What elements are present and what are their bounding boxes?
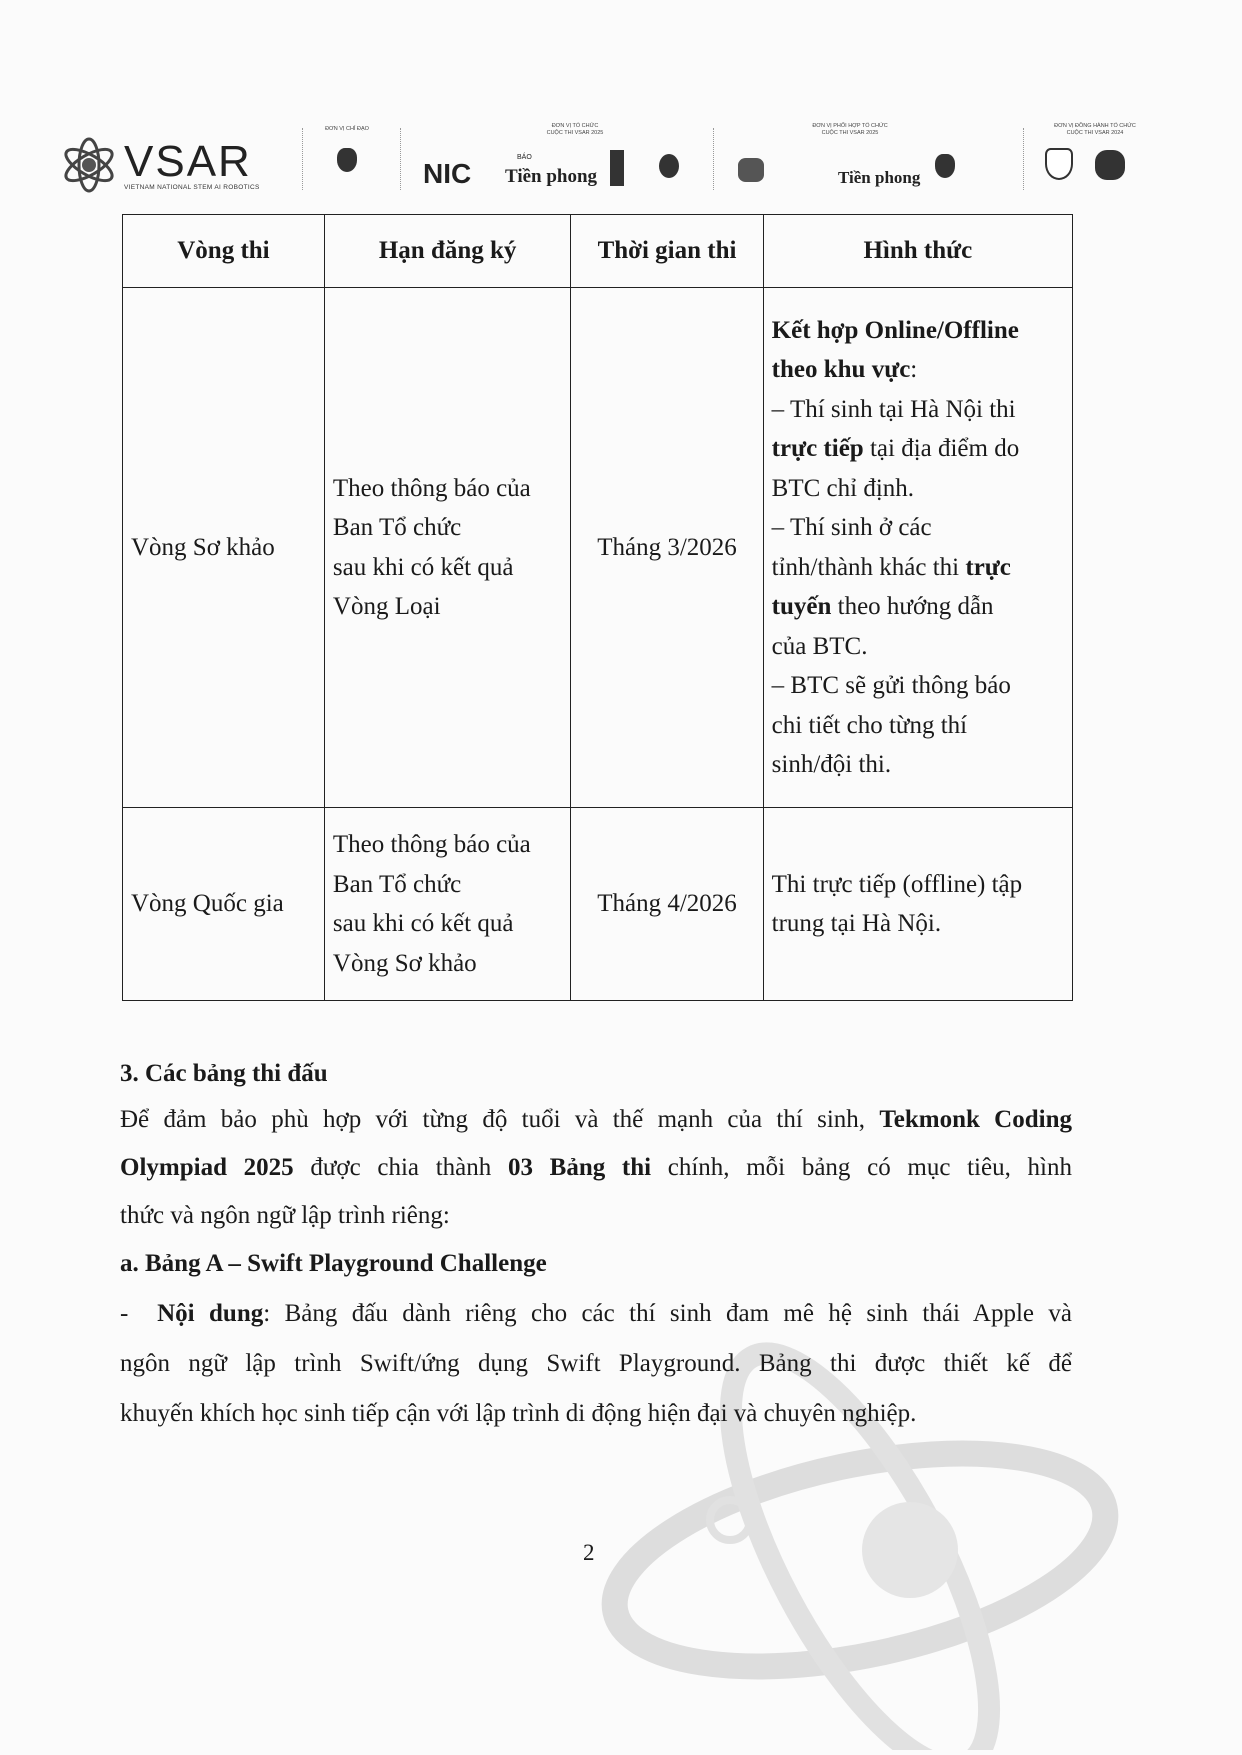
page-number: 2 — [583, 1540, 595, 1565]
cell-line: Theo thông báo của — [332, 831, 531, 858]
text: được chia thành — [293, 1154, 508, 1181]
tienphong-logo: Tiền phong — [505, 166, 598, 187]
cell-line: Ban Tổ chức — [332, 514, 462, 541]
youth-emblem-icon — [935, 154, 955, 178]
format-heading-line2 — [772, 350, 1064, 390]
cell-line: sau khi có kết quả — [332, 553, 514, 581]
cell-line: BTC chỉ định. — [771, 474, 915, 502]
table-row — [123, 808, 1073, 1001]
cell-line: – Thí sinh tại Hà Nội thi — [771, 395, 1016, 423]
cell-line: của BTC. — [771, 632, 868, 660]
bold-text: tuyến — [771, 593, 832, 620]
colon: : — [910, 356, 918, 383]
divider — [400, 128, 401, 190]
cell-line: Ban Tổ chức — [332, 870, 462, 898]
format-cell — [763, 288, 1072, 808]
cell-line — [772, 429, 1064, 469]
vsar-tagline: VIETNAM NATIONAL STEM AI ROBOTICS — [124, 183, 260, 191]
atom-icon — [60, 136, 118, 194]
robot-mascot-icon — [1095, 150, 1125, 180]
group-title-line: CUỘC THI VSAR 2025 — [821, 130, 879, 136]
time-cell: Tháng 4/2026 — [571, 808, 763, 1001]
column-header: Hạn đăng ký — [324, 215, 570, 288]
cell-line: sinh/đội thi. — [771, 751, 892, 778]
deadline-cell — [324, 808, 570, 1001]
cell-line: Vòng Sơ khảo — [332, 949, 477, 977]
column-header: Hình thức — [763, 215, 1072, 288]
bullet-dash: - — [120, 1300, 129, 1327]
text: : Bảng đấu dành riêng cho các thí sinh đam mê hệ sinh thái Apple và — [263, 1300, 1073, 1327]
column-header: Thời gian thi — [571, 215, 763, 288]
group-title-line: ĐƠN VỊ ĐỒNG HÀNH TỔ CHỨC — [1054, 123, 1136, 129]
table-row — [123, 288, 1073, 808]
section-heading: 3. Các bảng thi đấu — [120, 1060, 328, 1087]
round-cell: Vòng Quốc gia — [123, 808, 325, 1001]
cell-line: Theo thông báo của — [332, 474, 531, 502]
round-cell: Vòng Sơ khảo — [123, 288, 325, 808]
deadline-cell — [324, 288, 570, 808]
bold-text: trực tiếp — [771, 435, 864, 462]
ministry-seal-icon — [659, 154, 679, 178]
group-title-line: CUỘC THI VSAR 2025 — [546, 130, 604, 136]
shield-logo-icon — [1045, 148, 1073, 180]
nic-logo: NIC — [423, 158, 472, 189]
time-cell: Tháng 3/2026 — [571, 288, 763, 808]
cell-line: trung tại Hà Nội. — [771, 910, 942, 937]
cell-line: – BTC sẽ gửi thông báo — [771, 672, 1011, 699]
paragraph-line: khuyến khích học sinh tiếp cận với lập trình di động hiện đại và chuyên nghiệp. — [120, 1400, 917, 1427]
text: tại địa điểm do — [863, 435, 1020, 462]
paragraph-line — [120, 1144, 1072, 1192]
vsar-logo — [60, 136, 260, 194]
paragraph-line — [120, 1096, 1072, 1144]
column-header: Vòng thi — [123, 215, 325, 288]
format-heading: theo khu vực — [771, 356, 911, 383]
cell-line: chi tiết cho từng thí — [771, 711, 968, 739]
text: Để đảm bảo phù hợp với từng độ tuổi và thế mạnh của thí sinh, — [120, 1106, 880, 1133]
group-title-phoi-hop — [785, 123, 915, 137]
group-title-line: CUỘC THI VSAR 2024 — [1066, 130, 1124, 136]
book-logo-icon — [610, 150, 624, 186]
text: theo hướng dẫn — [831, 593, 994, 620]
divider — [713, 128, 714, 190]
paragraph-line: thức và ngôn ngữ lập trình riêng: — [120, 1202, 450, 1229]
group-title-line: ĐƠN VỊ PHỐI HỢP TỔ CHỨC — [812, 123, 888, 129]
divider — [1023, 128, 1024, 190]
cell-line: sau khi có kết quả — [332, 910, 514, 937]
bold-text: Nội dung — [157, 1300, 264, 1327]
doan-emblem-icon — [337, 148, 357, 172]
format-heading: Kết hợp Online/Offline — [771, 316, 1019, 344]
tienphong-logo-2: Tiền phong — [838, 168, 921, 187]
divider — [302, 128, 303, 190]
cell-line: Vòng Loại — [332, 593, 441, 620]
subsection-heading: a. Bảng A – Swift Playground Challenge — [120, 1250, 547, 1277]
paragraph-line — [120, 1290, 1072, 1338]
group-title-dong-hanh — [1030, 123, 1160, 137]
group-title-chi-dao: ĐƠN VỊ CHỈ ĐẠO — [325, 126, 369, 132]
cell-line — [772, 587, 1064, 627]
startup-foundation-icon — [738, 158, 764, 182]
cell-line: Thi trực tiếp (offline) tập — [771, 870, 1023, 898]
bold-text: 03 Bảng thi — [507, 1154, 652, 1181]
text: tỉnh/thành khác thi — [771, 553, 966, 581]
schedule-table — [122, 214, 1073, 1001]
format-cell — [763, 808, 1072, 1001]
vsar-wordmark: VSAR — [124, 136, 252, 186]
text: chính, mỗi bảng có mục tiêu, hình — [651, 1154, 1072, 1181]
bold-text: Olympiad 2025 — [120, 1154, 294, 1181]
header-logo-strip — [55, 118, 1135, 198]
group-title-to-chuc — [515, 123, 635, 137]
bold-text: Tekmonk Coding — [879, 1106, 1072, 1133]
bao-label: BÁO — [517, 154, 532, 161]
table-header-row — [123, 215, 1073, 288]
cell-line: – Thí sinh ở các — [771, 514, 932, 541]
bold-text: trực — [965, 553, 1011, 581]
paragraph-line: ngôn ngữ lập trình Swift/ứng dụng Swift Playground. Bảng thi được thiết kế để — [120, 1350, 1072, 1377]
group-title-line: ĐƠN VỊ TỔ CHỨC — [551, 123, 599, 129]
cell-line — [772, 548, 1064, 588]
